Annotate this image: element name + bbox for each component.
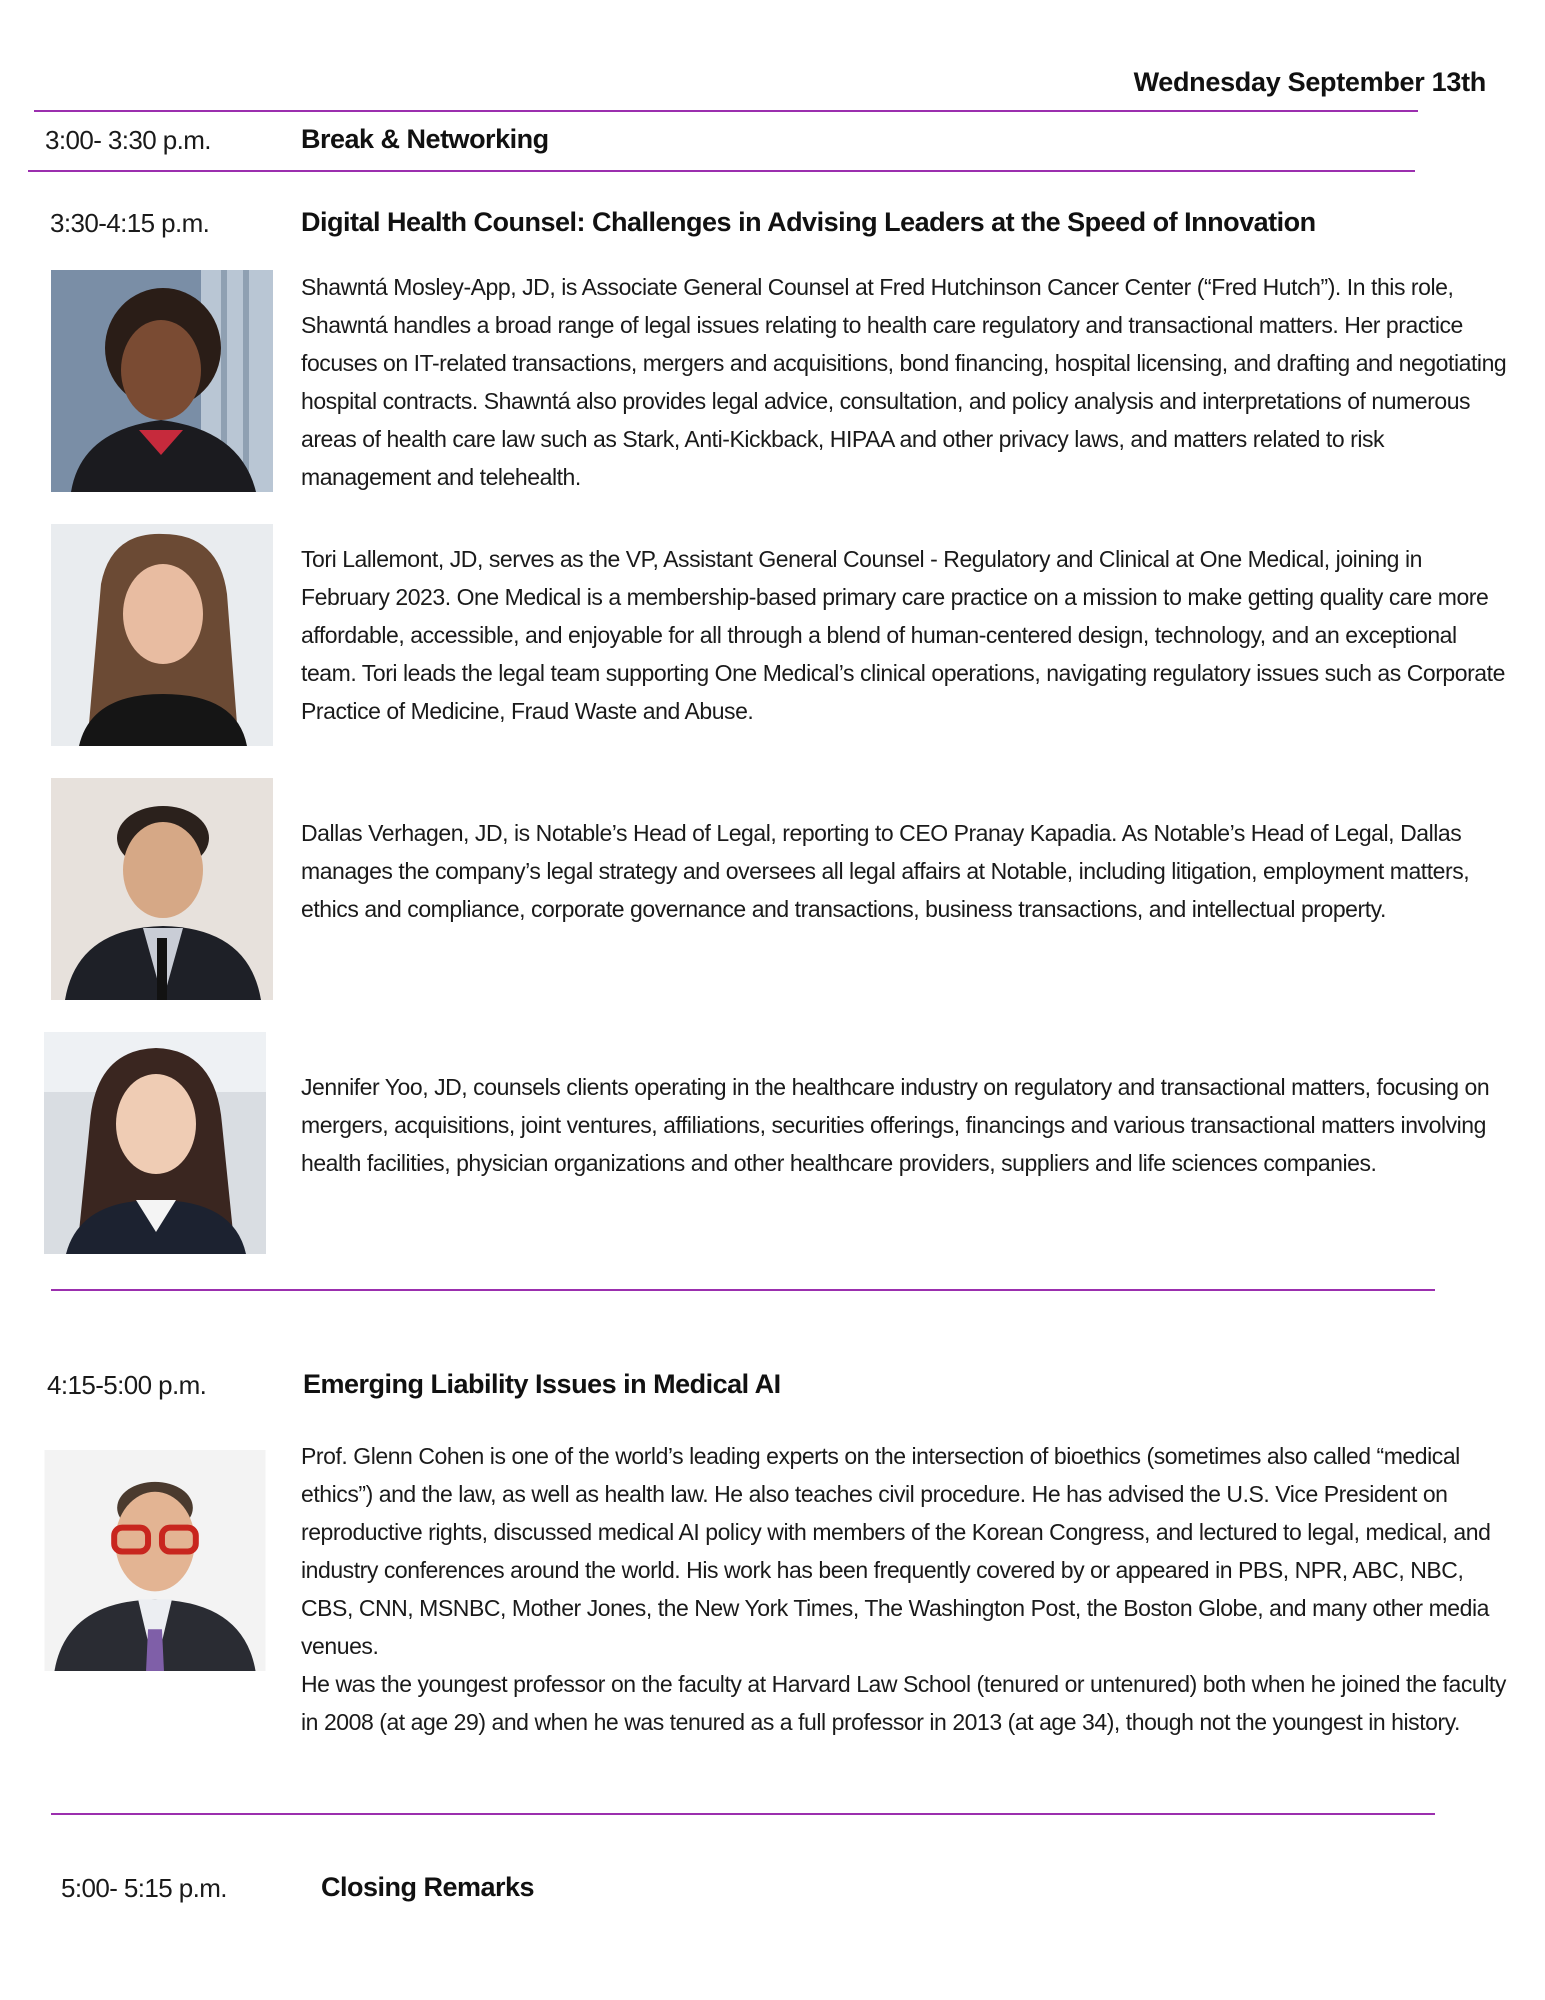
session-time: 3:30-4:15 p.m. <box>50 208 210 238</box>
speaker-photo-shawnta <box>51 270 273 492</box>
session-title: Emerging Liability Issues in Medical AI <box>303 1369 781 1399</box>
speaker-bio: Dallas Verhagen, JD, is Notable’s Head of Legal, reporting to CEO Pranay Kapadia. As Notable’s Head of Legal, Dallas manages the company’s legal strategy and oversees all legal affairs at Notable, including litigation, employment matters, ethics and compliance, corporate governance and transactions, business transactions, and intellectual property. <box>301 820 1470 922</box>
divider <box>28 170 1415 172</box>
session-time: 4:15-5:00 p.m. <box>47 1370 207 1400</box>
divider <box>34 110 1418 112</box>
speaker-bio: Shawntá Mosley-App, JD, is Associate General Counsel at Fred Hutchinson Cancer Center (“Fred Hutch”). In this role, Shawntá handles a broad range of legal issues relating to health care regulatory and transactional matters. Her practice focuses on IT-related transactions, mergers and acquisitions, bond financing, hospital licensing, and drafting and negotiating hospital contracts. Shawntá also provides legal advice, consultation, and policy analysis and interpretations of numerous areas of health care law such as Stark, Anti-Kickback, HIPAA and other privacy laws, and matters related to risk management and telehealth. <box>301 274 1507 490</box>
session-title: Break & Networking <box>301 124 549 154</box>
speaker-bio: Tori Lallemont, JD, serves as the VP, Assistant General Counsel - Regulatory and Clinical at One Medical, joining in February 2023. One Medical is a membership-based primary care practice on a mission to make getting quality care more affordable, accessible, and enjoyable for all through a blend of human-centered design, technology, and an exceptional team. Tori leads the legal team supporting One Medical’s clinical operations, navigating regulatory issues such as Corporate Practice of Medicine, Fraud Waste and Abuse. <box>301 546 1505 724</box>
divider <box>51 1813 1435 1815</box>
speaker-bio: Jennifer Yoo, JD, counsels clients operating in the healthcare industry on regulatory and transactional matters, focusing on mergers, acquisitions, joint ventures, affiliations, securities offerings, financings and various transactional matters involving health facilities, physician organizations and other healthcare providers, suppliers and life sciences companies. <box>301 1074 1490 1176</box>
person-photo-icon <box>51 524 273 746</box>
divider <box>51 1289 1435 1291</box>
speaker-photo-dallas <box>51 778 273 1000</box>
speaker-bio-extra: He was the youngest professor on the faculty at Harvard Law School (tenured or untenured) both when he joined the faculty in 2008 (at age 29) and when he was tenured as a full professor in 2013 (at age 34), though not the youngest in history. <box>301 1671 1506 1735</box>
speaker-photo-tori <box>51 524 273 746</box>
session-title: Digital Health Counsel: Challenges in Advising Leaders at the Speed of Innovation <box>301 207 1316 237</box>
page-date: Wednesday September 13th <box>1133 67 1486 97</box>
speaker-photo-jennifer <box>44 1032 266 1254</box>
person-photo-icon <box>44 1032 266 1254</box>
speaker-photo-glenn <box>44 1450 266 1671</box>
session-time: 3:00- 3:30 p.m. <box>45 125 211 155</box>
person-photo-icon <box>51 270 273 492</box>
speaker-bio: Prof. Glenn Cohen is one of the world’s leading experts on the intersection of bioethics (sometimes also called “medical ethics”) and the law, as well as health law. He also teaches civil procedure. He has advised the U.S. Vice President on reproductive rights, discussed medical AI policy with members of the Korean Congress, and lectured to legal, medical, and industry conferences around the world. His work has been frequently covered by or appeared in PBS, NPR, ABC, NBC, CBS, CNN, MSNBC, Mother Jones, the New York Times, The Washington Post, the Boston Globe, and many other media venues. <box>301 1443 1491 1659</box>
session-time: 5:00- 5:15 p.m. <box>61 1873 227 1903</box>
person-photo-icon <box>51 778 273 1000</box>
person-photo-icon <box>44 1450 266 1671</box>
session-title: Closing Remarks <box>321 1872 535 1902</box>
